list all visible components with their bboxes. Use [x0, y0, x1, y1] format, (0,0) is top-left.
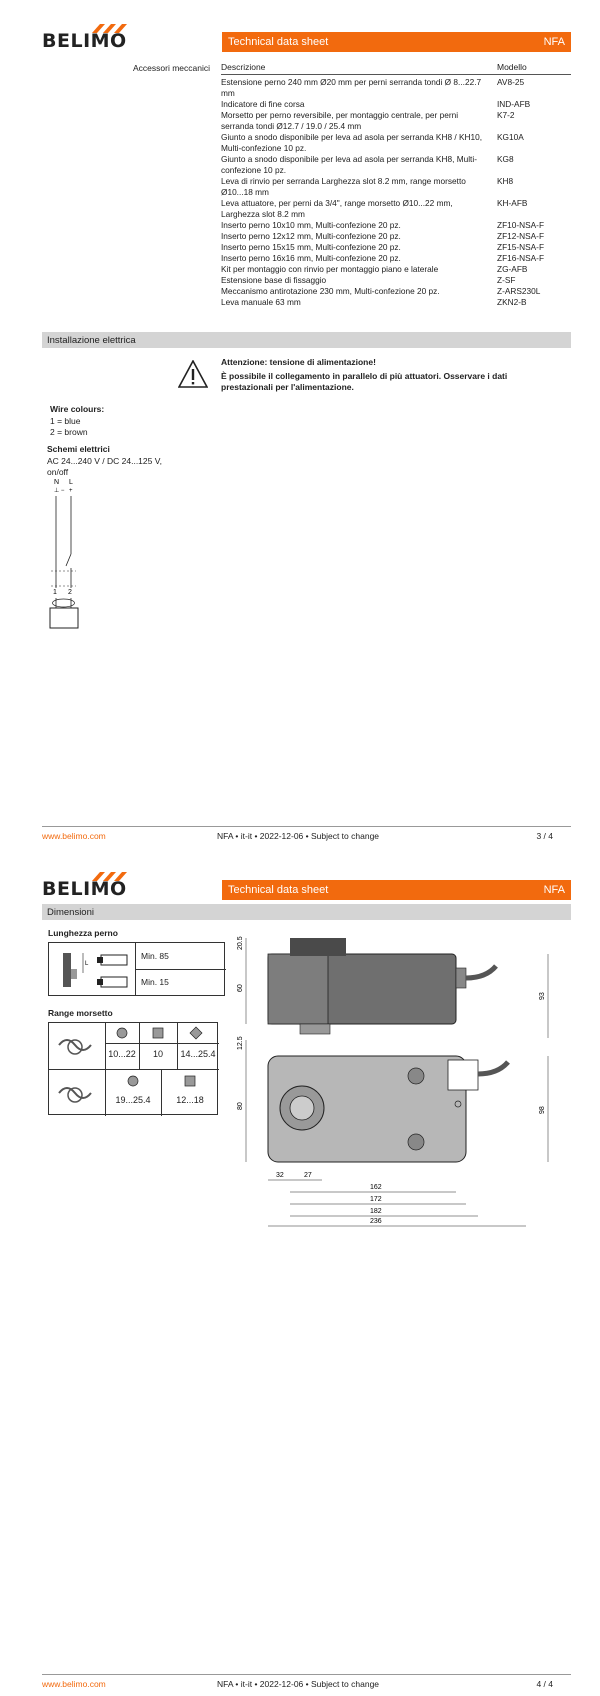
row-model: ZF15-NSA-F: [497, 242, 545, 252]
row-description: Inserto perno 10x10 mm, Multi-confezione 20 pz.: [221, 220, 401, 230]
table-row: [221, 231, 571, 242]
svg-text:⊥ −: ⊥ −: [54, 488, 65, 494]
row-model: Z-ARS230L: [497, 286, 541, 296]
svg-text:N: N: [54, 479, 60, 486]
accessories-label: Accessori meccanici: [133, 63, 210, 73]
row-model: IND-AFB: [497, 99, 531, 109]
table-row: [221, 264, 571, 275]
footer-info: NFA • it-it • 2022-12-06 • Subject to change: [217, 831, 380, 841]
header-title: Technical data sheet: [228, 884, 329, 896]
svg-text:93: 93: [539, 992, 546, 1000]
warning-title: Attenzione: tensione di alimentazione!: [221, 357, 376, 367]
table-row: [221, 242, 571, 253]
svg-text:236: 236: [370, 1218, 382, 1225]
range-cell-4: 19...25.4: [115, 1095, 151, 1105]
page-number: 4 / 4: [536, 1679, 553, 1689]
warning-icon: [178, 360, 208, 388]
min-85-label: Min. 85: [141, 951, 169, 961]
col-model-header: Modello: [497, 62, 527, 72]
svg-text:1: 1: [53, 589, 57, 596]
table-header: [221, 62, 571, 75]
footer-link[interactable]: www.belimo.com: [42, 1679, 106, 1689]
row-description: Giunto a snodo disponibile per leva ad asola per serranda KH8 / KH10, Multi-confezione 10 pz.: [221, 132, 483, 153]
range-cell-2: 10: [152, 1049, 163, 1059]
header-model: NFA: [543, 36, 565, 48]
row-description: Inserto perno 15x15 mm, Multi-confezione 20 pz.: [221, 242, 401, 252]
logo-chevron-icon: [92, 21, 132, 33]
table-row: [221, 132, 571, 154]
footer-divider: [42, 826, 571, 827]
row-description: Kit per montaggio con rinvio per montaggio piano e laterale: [221, 264, 439, 274]
footer-info: NFA • it-it • 2022-12-06 • Subject to change: [217, 1679, 380, 1689]
footer-link[interactable]: www.belimo.com: [42, 831, 106, 841]
clamp-range-table: [48, 1022, 218, 1115]
svg-text:27: 27: [304, 1172, 312, 1179]
row-description: Morsetto per perno reversibile, per montaggio centrale, per perni serranda tondi Ø12.7 / 19.0 / 25.4 mm: [221, 110, 459, 131]
lunghezza-perno-title: Lunghezza perno: [48, 928, 118, 938]
row-model: ZF10-NSA-F: [497, 220, 545, 230]
svg-text:L: L: [69, 479, 73, 486]
svg-text:162: 162: [370, 1184, 382, 1191]
table-body: [221, 75, 571, 308]
row-model: KG10A: [497, 132, 524, 142]
svg-text:172: 172: [370, 1196, 382, 1203]
shaft-length-table: [48, 942, 225, 996]
footer-divider: [42, 1674, 571, 1675]
header-bar: [222, 880, 571, 900]
table-row: [221, 154, 571, 176]
logo-chevron-icon: [92, 869, 132, 881]
table-row: [221, 297, 571, 308]
range-cell-1: 10...22: [108, 1049, 136, 1059]
table-row: [221, 220, 571, 231]
row-model: ZG-AFB: [497, 264, 528, 274]
svg-text:182: 182: [370, 1208, 382, 1215]
table-row: [221, 286, 571, 297]
wiring-diagram-caption: Schemi elettrici AC 24...240 V / DC 24...125 V, on/off: [47, 444, 162, 477]
row-description: Estensione base di fissaggio: [221, 275, 327, 285]
wire-colours: Wire colours: 1 = blue 2 = brown: [50, 404, 105, 437]
section-installazione: Installazione elettrica: [42, 332, 571, 348]
row-model: ZKN2-B: [497, 297, 527, 307]
row-model: K7-2: [497, 110, 515, 120]
shaft-shape-icons: [105, 1023, 219, 1043]
table-row: [221, 253, 571, 264]
row-model: ZF12-NSA-F: [497, 231, 545, 241]
section-dimensioni: Dimensioni: [42, 904, 571, 920]
svg-text:20.5: 20.5: [237, 936, 244, 950]
row-description: Meccanismo antirotazione 230 mm, Multi-confezione 20 pz.: [221, 286, 440, 296]
min-15-label: Min. 15: [141, 977, 169, 987]
svg-text:80: 80: [237, 1102, 244, 1110]
svg-text:+: +: [69, 488, 73, 494]
belimo-logo: BELIMO: [42, 22, 120, 52]
svg-text:2: 2: [68, 589, 72, 596]
shaft-shape-icons: [105, 1071, 219, 1091]
row-model: KH8: [497, 176, 514, 186]
svg-text:L: L: [85, 961, 89, 967]
row-model: KG8: [497, 154, 514, 164]
row-description: Leva manuale 63 mm: [221, 297, 301, 307]
col-desc-header: Descrizione: [221, 62, 266, 72]
dimension-drawing: [230, 928, 575, 1228]
belimo-logo: BELIMO: [42, 870, 120, 900]
row-description: Inserto perno 12x12 mm, Multi-confezione 20 pz.: [221, 231, 401, 241]
row-model: ZF16-NSA-F: [497, 253, 545, 263]
svg-text:32: 32: [276, 1172, 284, 1179]
range-cell-3: 14...25.4: [180, 1049, 216, 1059]
row-description: Indicatore di fine corsa: [221, 99, 305, 109]
table-row: [221, 275, 571, 286]
row-description: Giunto a snodo disponibile per leva ad asola per serranda KH8, Multi-confezione 10 pz.: [221, 154, 477, 175]
row-description: Inserto perno 16x16 mm, Multi-confezione 20 pz.: [221, 253, 401, 263]
page-number: 3 / 4: [536, 831, 553, 841]
header-title: Technical data sheet: [228, 36, 329, 48]
table-row: [221, 198, 571, 220]
wiring-diagram: [48, 476, 108, 636]
header-bar: [222, 32, 571, 52]
warning-block: [221, 357, 561, 394]
table-row: [221, 77, 571, 99]
accessories-table: [221, 62, 571, 308]
clamp-icon: [49, 1023, 105, 1116]
row-model: KH-AFB: [497, 198, 528, 208]
range-morsetto-title: Range morsetto: [48, 1008, 113, 1018]
svg-text:60: 60: [237, 984, 244, 992]
row-description: Leva di rinvio per serranda Larghezza slot 8.2 mm, range morsetto Ø10...18 mm: [221, 176, 466, 197]
row-description: Leva attuatore, per perni da 3/4", range morsetto Ø10...22 mm, Larghezza slot 8.2 mm: [221, 198, 453, 219]
shaft-length-icon: [49, 943, 135, 995]
svg-text:12.5: 12.5: [237, 1036, 244, 1050]
svg-text:98: 98: [539, 1106, 546, 1114]
header-model: NFA: [543, 884, 565, 896]
row-description: Estensione perno 240 mm Ø20 mm per perni serranda tondi Ø 8...22.7 mm: [221, 77, 482, 98]
row-model: Z-SF: [497, 275, 516, 285]
table-row: [221, 176, 571, 198]
table-row: [221, 99, 571, 110]
range-cell-5: 12...18: [176, 1095, 204, 1105]
warning-text: È possibile il collegamento in parallelo di più attuatori. Osservare i dati prestazionali per l'alimentazione.: [221, 370, 508, 392]
row-model: AV8-25: [497, 77, 525, 87]
table-row: [221, 110, 571, 132]
